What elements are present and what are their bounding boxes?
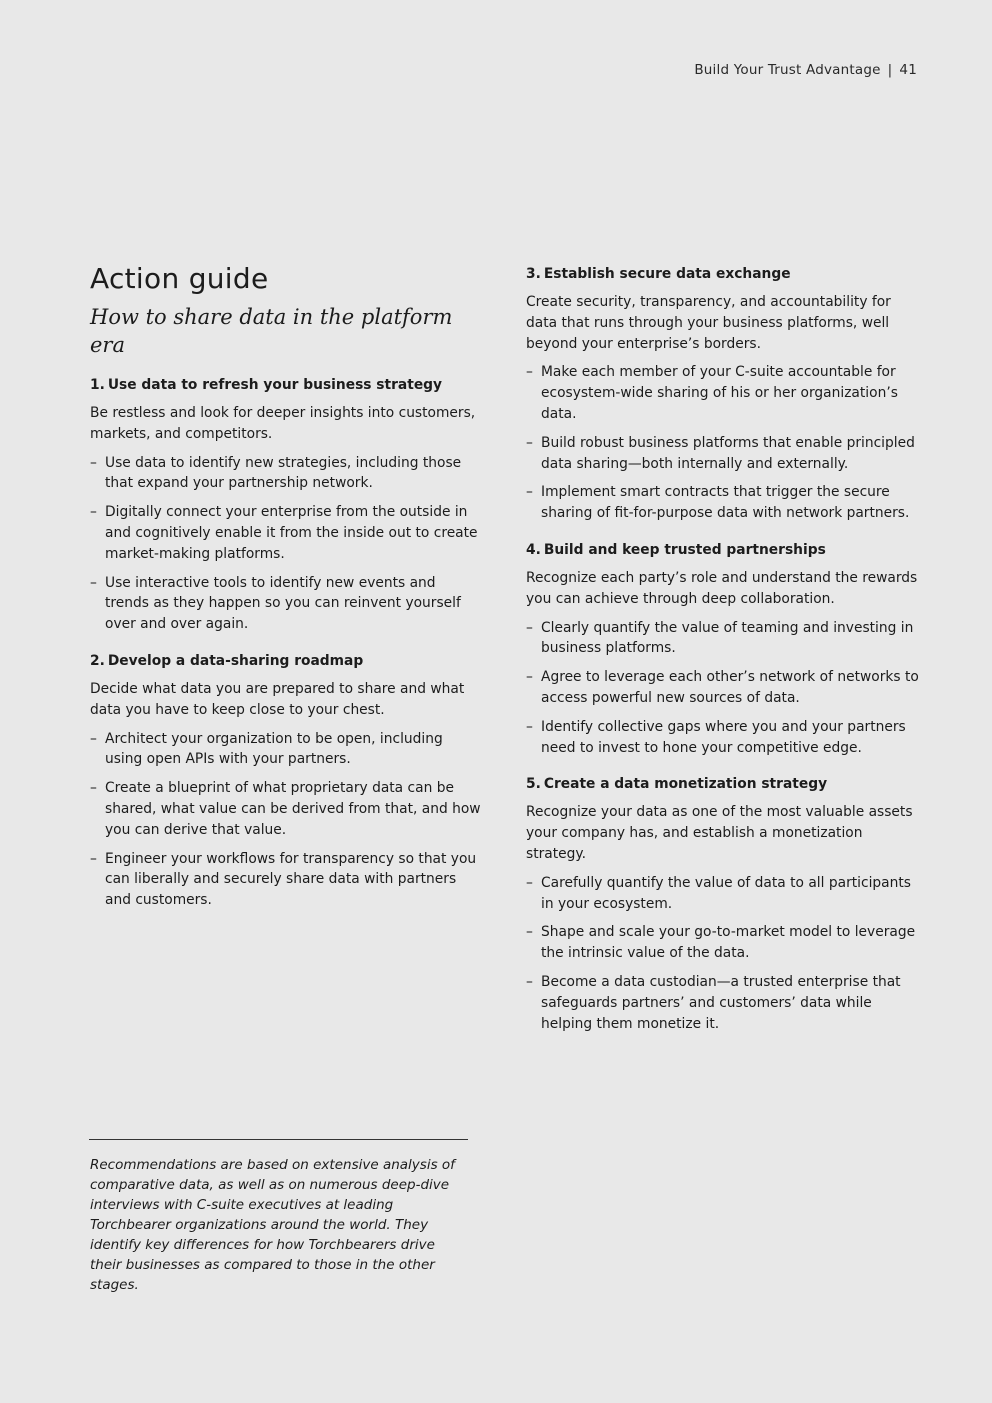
list-item bbox=[90, 502, 482, 564]
section-intro: Be restless and look for deeper insights into customers, markets, and competitors. bbox=[90, 405, 476, 442]
section-title: Use data to refresh your business strategy bbox=[107, 377, 443, 393]
section-intro: Create security, transparency, and accountability for data that runs through your business platforms, well beyond your enterprise’s borders. bbox=[526, 294, 891, 352]
section-number: 3. bbox=[526, 266, 541, 282]
list-item bbox=[90, 778, 482, 840]
list-item bbox=[90, 849, 482, 911]
dash-marker: – bbox=[526, 484, 533, 501]
list-item-text: Implement smart contracts that trigger the secure sharing of fit-for-purpose data with network partners. bbox=[541, 484, 910, 522]
section-number: 2. bbox=[90, 652, 105, 669]
section-2 bbox=[90, 651, 482, 911]
list-item-text: Architect your organization to be open, including using open APIs with your partners. bbox=[105, 730, 443, 768]
dash-marker: – bbox=[526, 669, 533, 686]
section-title: Establish secure data exchange bbox=[543, 266, 791, 282]
page-number: 41 bbox=[899, 62, 917, 78]
list-item-text: Carefully quantify the value of data to all participants in your ecosystem. bbox=[541, 874, 911, 912]
bullet-list bbox=[526, 618, 920, 759]
section-intro: Decide what data you are prepared to share and what data you have to keep close to your chest. bbox=[90, 680, 465, 718]
list-item-text: Use interactive tools to identify new events and trends as they happen so you can reinvent yourself over and over again. bbox=[105, 574, 461, 633]
list-item-text: Become a data custodian—a trusted enterprise that safeguards partners’ and customers’ data while helping them monetize it. bbox=[541, 973, 901, 1032]
section-number: 1. bbox=[90, 377, 105, 393]
section-heading bbox=[526, 774, 920, 794]
list-item bbox=[526, 873, 920, 915]
section-1 bbox=[90, 375, 482, 635]
dash-marker: – bbox=[526, 874, 533, 891]
list-item-text: Engineer your workflows for transparency so that you can liberally and securely share data with partners and customers. bbox=[105, 850, 477, 909]
list-item-text: Digitally connect your enterprise from the outside in and cognitively enable it from the inside out to create market-making platforms. bbox=[105, 504, 478, 562]
list-item bbox=[526, 433, 920, 475]
dash-marker: – bbox=[526, 364, 533, 381]
running-header bbox=[694, 62, 917, 78]
bullet-list bbox=[526, 362, 920, 524]
page-title: Action guide bbox=[90, 262, 269, 295]
bullet-list bbox=[526, 873, 920, 1035]
section-heading bbox=[90, 375, 482, 395]
list-item-text: Shape and scale your go-to-market model to leverage the intrinsic value of the data. bbox=[541, 924, 916, 962]
dash-marker: – bbox=[90, 850, 97, 867]
section-title: Create a data monetization strategy bbox=[543, 776, 828, 793]
list-item-text: Make each member of your C-suite accountable for ecosystem-wide sharing of his or her organization’s data. bbox=[541, 364, 898, 422]
section-intro: Recognize each party’s role and understand the rewards you can achieve through deep collaboration. bbox=[526, 569, 918, 607]
section-number: 5. bbox=[526, 776, 541, 793]
header-title: Build Your Trust Advantage bbox=[694, 62, 881, 78]
list-item-text: Build robust business platforms that enable principled data sharing—both internally and externally. bbox=[541, 434, 915, 472]
footnote-divider bbox=[89, 1139, 468, 1140]
footnote: Recommendations are based on extensive analysis of comparative data, as well as on numerous deep-dive interviews with C-suite executives at leading Torchbearer organizations around the world. They identify key differences for how Torchbearers drive their businesses as compared to those in the other stages. bbox=[90, 1157, 455, 1293]
list-item-text: Use data to identify new strategies, including those that expand your partnership network. bbox=[105, 454, 462, 492]
section-heading bbox=[90, 651, 482, 671]
list-item bbox=[526, 482, 920, 524]
dash-marker: – bbox=[526, 924, 533, 941]
list-item-text: Identify collective gaps where you and your partners need to invest to hone your competitive edge. bbox=[541, 718, 906, 756]
section-3 bbox=[526, 264, 920, 524]
dash-marker: – bbox=[526, 619, 533, 636]
list-item bbox=[90, 573, 482, 635]
right-column bbox=[526, 264, 920, 1050]
list-item bbox=[526, 362, 920, 424]
header-separator: | bbox=[887, 62, 893, 78]
dash-marker: – bbox=[90, 504, 97, 521]
list-item bbox=[526, 972, 920, 1034]
section-heading bbox=[526, 264, 920, 284]
section-heading bbox=[526, 540, 920, 560]
bullet-list bbox=[90, 729, 482, 911]
list-item-text: Create a blueprint of what proprietary data can be shared, what value can be derived from that, and how you can derive that value. bbox=[105, 780, 481, 838]
list-item bbox=[526, 618, 920, 660]
dash-marker: – bbox=[526, 973, 533, 990]
bullet-list bbox=[90, 453, 482, 635]
list-item bbox=[90, 453, 482, 495]
list-item bbox=[526, 667, 920, 709]
left-column bbox=[90, 262, 482, 927]
section-5 bbox=[526, 774, 920, 1034]
section-number: 4. bbox=[526, 541, 541, 558]
list-item bbox=[90, 729, 482, 771]
section-title: Develop a data-sharing roadmap bbox=[107, 652, 364, 669]
dash-marker: – bbox=[526, 434, 533, 451]
list-item bbox=[526, 922, 920, 964]
list-item-text: Agree to leverage each other’s network of networks to access powerful new sources of data. bbox=[541, 669, 919, 706]
section-intro: Recognize your data as one of the most valuable assets your company has, and establish a monetization strategy. bbox=[526, 804, 913, 862]
list-item bbox=[526, 717, 920, 759]
dash-marker: – bbox=[90, 574, 97, 591]
dash-marker: – bbox=[90, 730, 97, 747]
page-subtitle: How to share data in the platform era bbox=[90, 305, 453, 357]
list-item-text: Clearly quantify the value of teaming and investing in business platforms. bbox=[541, 619, 914, 657]
dash-marker: – bbox=[90, 454, 97, 471]
section-4 bbox=[526, 540, 920, 758]
section-title: Build and keep trusted partnerships bbox=[543, 541, 826, 558]
dash-marker: – bbox=[90, 780, 97, 797]
dash-marker: – bbox=[526, 718, 533, 735]
